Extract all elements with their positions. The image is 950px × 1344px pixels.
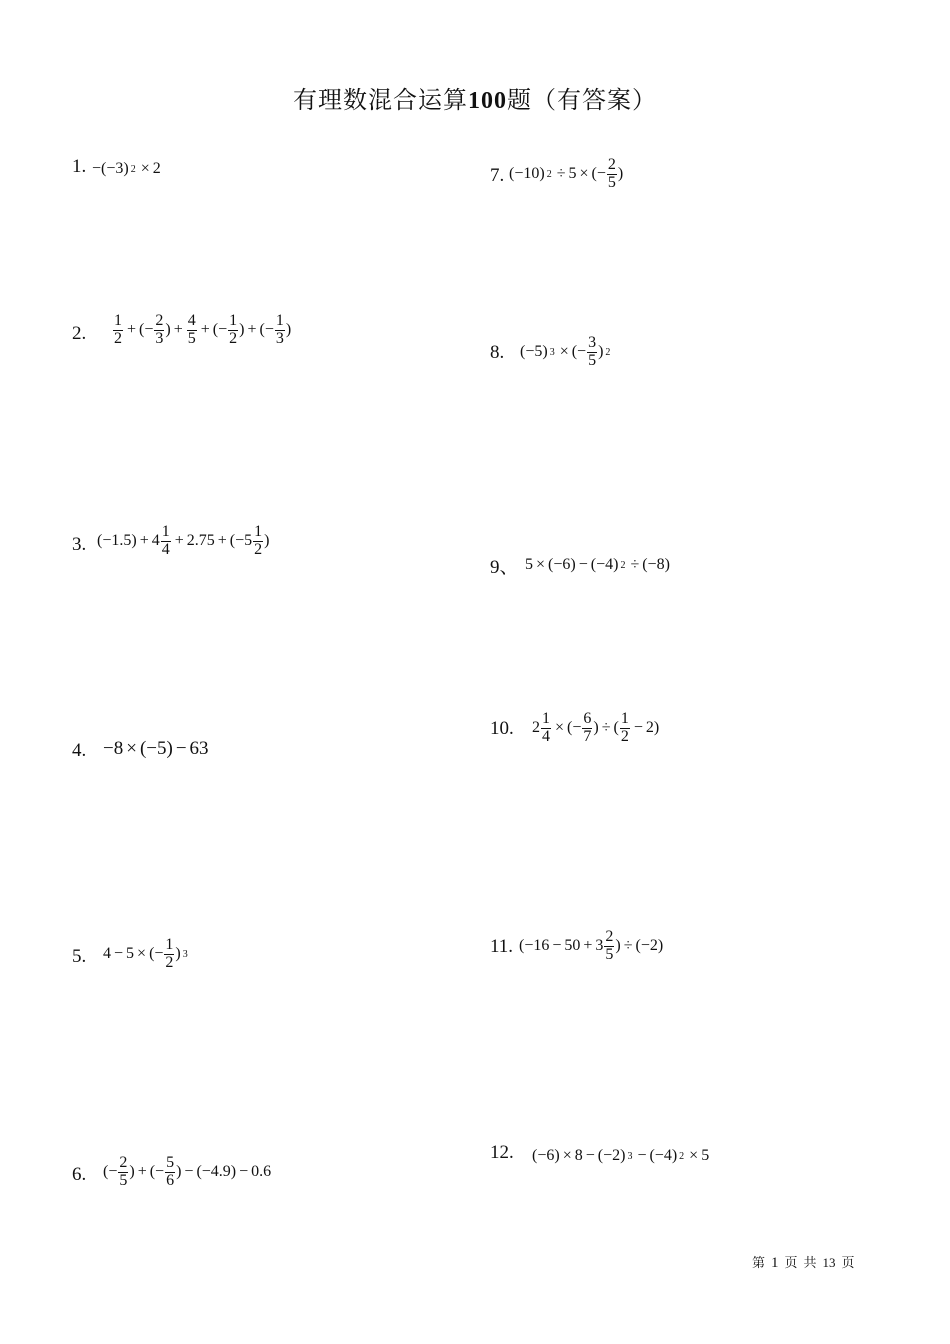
page-title: [0, 80, 950, 115]
title-part1: 有理数混合运算: [293, 88, 468, 114]
title-count: 100: [468, 88, 507, 114]
footer-ye: 页: [784, 1255, 798, 1270]
problem-12-number: 12.: [490, 1142, 514, 1163]
problem-2-expression: $\frac{1}{2}$ + (− $\frac{2}{3}$ ) + $\frac{4}{5}$ + (− $\frac{1}{2}$ ) + (− $\frac{1}{3}$ ): [114, 312, 292, 347]
problem-10-expression: 2 $\frac{1}{4}$ × (− $\frac{6}{7}$ ) ÷ ( $\frac{1}{2}$ − 2): [532, 710, 660, 745]
problem-7-number: 7.: [490, 165, 505, 186]
title-part2: 题（有答案）: [507, 88, 657, 114]
problem-4-expression: −8 × (−5) − 63: [103, 738, 209, 759]
footer-gong: 共: [803, 1255, 817, 1270]
problem-3-expression: (−1.5) + 4 $\frac{1}{4}$ + 2.75 + (− 5 $\frac{1}{2}$ ): [97, 523, 270, 558]
problem-5-expression: 4 − 5 × (− $\frac{1}{2}$ ) 3: [103, 936, 188, 971]
problem-8-number: 8.: [490, 342, 505, 363]
page-footer: [752, 1252, 861, 1272]
problem-9-expression: 5 × (−6) − (−4) 2 ÷ (−8): [525, 556, 670, 573]
problem-9-number: 9、: [490, 557, 519, 578]
problem-1-number: 1.: [72, 156, 87, 177]
footer-total-pages: 13: [822, 1255, 836, 1270]
problem-12-expression: (−6) × 8 − (−2) 3 − (−4) 2 × 5: [532, 1147, 710, 1164]
problem-8-expression: (−5) 3 × (− $\frac{3}{5}$ ) 2: [520, 334, 611, 369]
problem-6-number: 6.: [72, 1164, 87, 1185]
problem-5-number: 5.: [72, 946, 87, 967]
footer-page-number: 1: [771, 1255, 779, 1271]
problem-10-number: 10.: [490, 718, 514, 739]
problem-11-expression: (−16 − 50 + 3 $\frac{2}{5}$ ) ÷ (−2): [519, 928, 664, 963]
problem-11-number: 11.: [490, 936, 514, 957]
problem-3-number: 3.: [72, 534, 87, 555]
problem-1-expression: −(−3) 2 × 2: [92, 160, 161, 177]
footer-ye2: 页: [841, 1255, 855, 1270]
problem-6-expression: (− $\frac{2}{5}$ ) + (− $\frac{5}{6}$ ) − (−4.9) − 0.6: [103, 1154, 272, 1189]
problem-4-number: 4.: [72, 740, 87, 761]
problem-7-expression: (−10) 2 ÷ 5 × (− $\frac{2}{5}$ ): [509, 156, 624, 191]
problem-2-number: 2.: [72, 323, 87, 344]
footer-di: 第: [752, 1255, 766, 1270]
